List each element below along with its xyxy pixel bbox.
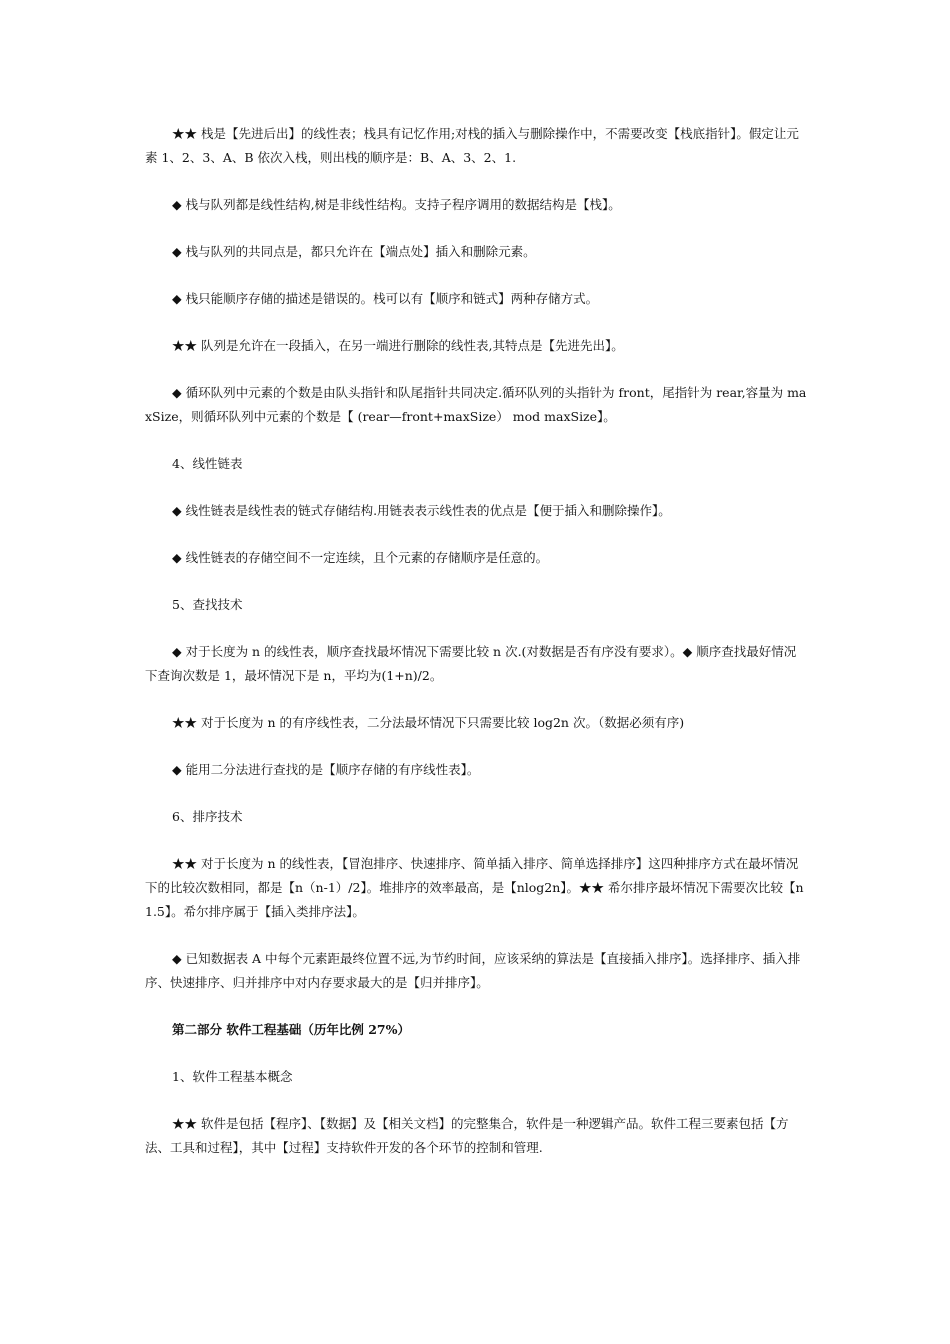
paragraph-linked-list-advantage: ◆ 线性链表是线性表的链式存储结构.用链表表示线性表的优点是【便于插入和删除操作】。 <box>172 503 671 518</box>
paragraph-software-definition: ★★ 软件是包括【程序】、【数据】及【相关文档】的完整集合，软件是一种逻辑产品。软件工程三要素包括【方法、工具和过程】，其中【过程】支持软件开发的各个环节的控制和管理. <box>145 1116 789 1155</box>
paragraph-binary-search-requirement: ◆ 能用二分法进行查找的是【顺序存储的有序线性表】。 <box>172 762 480 777</box>
paragraph-stack-lifo: ★★ 栈是【先进后出】的线性表；栈具有记忆作用;对栈的插入与删除操作中，不需要改变【栈底指针】。假定让元素 1、2、3、A、B 依次入栈，则出栈的顺序是：B、A、3、2、1. <box>145 126 799 165</box>
paragraph-circular-queue: ◆ 循环队列中元素的个数是由队头指针和队尾指针共同决定.循环队列的头指针为 front，尾指针为 rear,容量为 maxSize，则循环队列中元素的个数是【 (rear—front+maxSize） mod maxSize】。 <box>145 385 807 424</box>
paragraph-sorting-comparisons: ★★ 对于长度为 n 的线性表，【冒泡排序、快速排序、简单插入排序、简单选择排序】这四种排序方式在最坏情况下的比较次数相同，都是【n（n-1）/2】。堆排序的效率最高，是【nlog2n】。★★ 希尔排序最坏情况下需要次比较【n1.5】。希尔排序属于【插入类排序法】。 <box>145 856 804 919</box>
section-heading-search: 5、查找技术 <box>172 597 243 612</box>
section-heading-linked-list: 4、线性链表 <box>172 456 243 471</box>
part-heading-software-engineering: 第二部分 软件工程基础（历年比例 27%） <box>172 1022 410 1037</box>
document-body <box>145 122 807 1160</box>
paragraph-sequential-search: ◆ 对于长度为 n 的线性表，顺序查找最坏情况下需要比较 n 次.(对数据是否有序没有要求）。◆ 顺序查找最好情况下查询次数是 1，最坏情况下是 n，平均为(1+n)/2。 <box>145 644 797 683</box>
paragraph-stack-storage: ◆ 栈只能顺序存储的描述是错误的。栈可以有【顺序和链式】两种存储方式。 <box>172 291 599 306</box>
section-heading-sorting: 6、排序技术 <box>172 809 243 824</box>
paragraph-binary-search: ★★ 对于长度为 n 的有序线性表，二分法最坏情况下只需要比较 log2n 次。（数据必须有序) <box>172 715 685 730</box>
section-heading-software-basics: 1、软件工程基本概念 <box>172 1069 293 1084</box>
paragraph-insertion-sort: ◆ 已知数据表 A 中每个元素距最终位置不远,为节约时间，应该采纳的算法是【直接插入排序】。选择排序、插入排序、快速排序、归并排序中对内存要求最大的是【归并排序】。 <box>145 951 801 990</box>
paragraph-stack-queue-linear: ◆ 栈与队列都是线性结构,树是非线性结构。支持子程序调用的数据结构是【栈】。 <box>172 197 621 212</box>
paragraph-queue-fifo: ★★ 队列是允许在一段插入，在另一端进行删除的线性表,其特点是【先进先出】。 <box>172 338 624 353</box>
paragraph-linked-list-storage: ◆ 线性链表的存储空间不一定连续，且个元素的存储顺序是任意的。 <box>172 550 549 565</box>
paragraph-stack-queue-common: ◆ 栈与队列的共同点是，都只允许在【端点处】插入和删除元素。 <box>172 244 536 259</box>
